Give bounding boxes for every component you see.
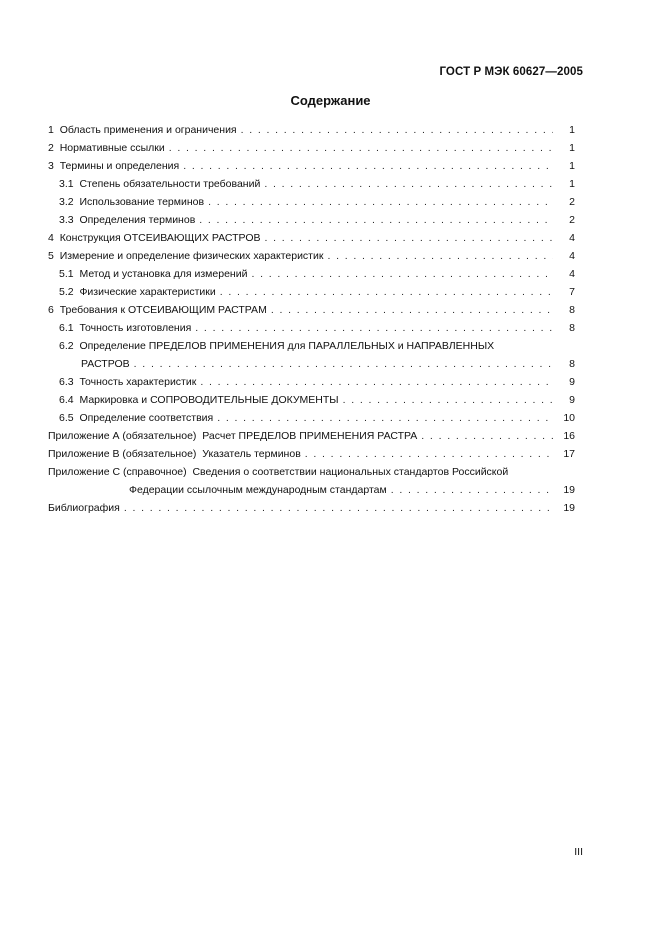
toc-page-number: 1 <box>569 178 575 190</box>
toc-item-text-continued: РАСТРОВ <box>81 358 130 370</box>
toc-item-bibliography[interactable] <box>48 499 575 517</box>
toc-item-2[interactable] <box>48 139 575 157</box>
toc-item-6-2[interactable] <box>48 337 575 355</box>
toc-item-text: Приложение В (обязательное) Указатель терминов <box>48 448 301 460</box>
toc-item-number: 6.1 <box>59 322 74 334</box>
toc-item-text: Маркировка и СОПРОВОДИТЕЛЬНЫЕ ДОКУМЕНТЫ <box>79 394 339 406</box>
toc-item-text: Конструкция ОТСЕИВАЮЩИХ РАСТРОВ <box>59 232 261 244</box>
toc-item-text: Точность изготовления <box>79 322 192 334</box>
toc-item-text: Термины и определения <box>59 160 180 172</box>
leader-dots <box>251 265 553 283</box>
leader-dots <box>271 301 553 319</box>
toc-item-text: Степень обязательности требований <box>79 178 261 190</box>
toc-item-number: 2 <box>48 142 54 154</box>
toc-item-annex-a[interactable] <box>48 427 575 445</box>
leader-dots <box>220 283 553 301</box>
toc-page-number: 2 <box>569 196 575 208</box>
toc-page-number: 19 <box>563 502 575 514</box>
toc-item-1[interactable] <box>48 121 575 139</box>
toc-item-number: 5.1 <box>59 268 74 280</box>
leader-dots <box>134 355 553 373</box>
toc-item-number: 6.3 <box>59 376 74 388</box>
page-title: Содержание <box>290 93 371 108</box>
toc-page-number: 4 <box>569 250 575 262</box>
toc-item-6-1[interactable] <box>48 319 575 337</box>
toc-item-6-3[interactable] <box>48 373 575 391</box>
leader-dots <box>183 157 553 175</box>
leader-dots <box>195 319 553 337</box>
toc-item-text: Использование терминов <box>79 196 205 208</box>
leader-dots <box>200 373 553 391</box>
toc-item-number: 5 <box>48 250 54 262</box>
leader-dots <box>343 391 553 409</box>
toc-item-annex-b[interactable] <box>48 445 575 463</box>
toc-item-number: 1 <box>48 124 54 136</box>
leader-dots <box>305 445 553 463</box>
toc-item-number: 4 <box>48 232 54 244</box>
leader-dots <box>264 175 553 193</box>
toc-item-text: Требования к ОТСЕИВАЮЩИМ РАСТРАМ <box>59 304 267 316</box>
toc-page-number: 4 <box>569 232 575 244</box>
table-of-contents <box>48 121 575 517</box>
toc-page-number: 7 <box>569 286 575 298</box>
toc-page-number: 1 <box>569 160 575 172</box>
toc-page-number: 8 <box>569 322 575 334</box>
leader-dots <box>199 211 553 229</box>
document-code: ГОСТ Р МЭК 60627—2005 <box>439 66 583 78</box>
toc-item-text: Определение соответствия <box>79 412 214 424</box>
toc-item-number: 3.1 <box>59 178 74 190</box>
toc-page-number: 9 <box>569 376 575 388</box>
toc-page-number: 1 <box>569 124 575 136</box>
toc-page-number: 8 <box>569 358 575 370</box>
toc-item-3[interactable] <box>48 157 575 175</box>
toc-item-number: 6.2 <box>59 340 74 352</box>
toc-item-text: Определения терминов <box>79 214 196 226</box>
toc-item-text: Физические характеристики <box>79 286 216 298</box>
toc-item-annex-c-continuation[interactable] <box>48 481 575 499</box>
toc-page-number: 10 <box>563 412 575 424</box>
leader-dots <box>327 247 553 265</box>
toc-item-text: Точность характеристик <box>79 376 197 388</box>
leader-dots <box>217 409 553 427</box>
toc-page-number: 19 <box>563 484 575 496</box>
toc-item-4[interactable] <box>48 229 575 247</box>
toc-item-number: 3.3 <box>59 214 74 226</box>
toc-item-text: Измерение и определение физических характеристик <box>59 250 324 262</box>
toc-item-text: Приложение С (справочное) Сведения о соответствии национальных стандартов Российской <box>48 466 509 478</box>
toc-item-5-1[interactable] <box>48 265 575 283</box>
toc-item-5-2[interactable] <box>48 283 575 301</box>
leader-dots <box>391 481 553 499</box>
toc-item-number: 5.2 <box>59 286 74 298</box>
toc-item-number: 3 <box>48 160 54 172</box>
toc-item-number: 6.4 <box>59 394 74 406</box>
toc-item-text: Приложение А (обязательное) Расчет ПРЕДЕЛОВ ПРИМЕНЕНИЯ РАСТРА <box>48 430 418 442</box>
toc-page-number: 8 <box>569 304 575 316</box>
toc-item-annex-c[interactable] <box>48 463 575 481</box>
toc-item-6[interactable] <box>48 301 575 319</box>
toc-item-text: Область применения и ограничения <box>59 124 237 136</box>
toc-item-text: Нормативные ссылки <box>59 142 165 154</box>
toc-item-number: 3.2 <box>59 196 74 208</box>
toc-item-text: Определение ПРЕДЕЛОВ ПРИМЕНЕНИЯ для ПАРАЛЛЕЛЬНЫХ и НАПРАВЛЕННЫХ <box>79 340 495 352</box>
toc-item-3-3[interactable] <box>48 211 575 229</box>
toc-item-5[interactable] <box>48 247 575 265</box>
toc-page-number: 17 <box>563 448 575 460</box>
leader-dots <box>124 499 553 517</box>
toc-item-text: Библиография <box>48 502 120 514</box>
leader-dots <box>241 121 553 139</box>
toc-page-number: 4 <box>569 268 575 280</box>
toc-item-6-5[interactable] <box>48 409 575 427</box>
toc-item-number: 6.5 <box>59 412 74 424</box>
page-number-footer: III <box>574 846 583 858</box>
leader-dots <box>169 139 553 157</box>
toc-item-3-1[interactable] <box>48 175 575 193</box>
toc-item-text: Метод и установка для измерений <box>79 268 248 280</box>
leader-dots <box>265 229 553 247</box>
leader-dots <box>208 193 553 211</box>
toc-page-number: 1 <box>569 142 575 154</box>
toc-item-number: 6 <box>48 304 54 316</box>
toc-item-3-2[interactable] <box>48 193 575 211</box>
toc-page-number: 9 <box>569 394 575 406</box>
toc-page-number: 2 <box>569 214 575 226</box>
toc-item-6-2-continuation[interactable] <box>48 355 575 373</box>
toc-item-text-continued: Федерации ссылочным международным стандартам <box>129 484 387 496</box>
toc-page-number: 16 <box>563 430 575 442</box>
toc-item-6-4[interactable] <box>48 391 575 409</box>
leader-dots <box>421 427 553 445</box>
